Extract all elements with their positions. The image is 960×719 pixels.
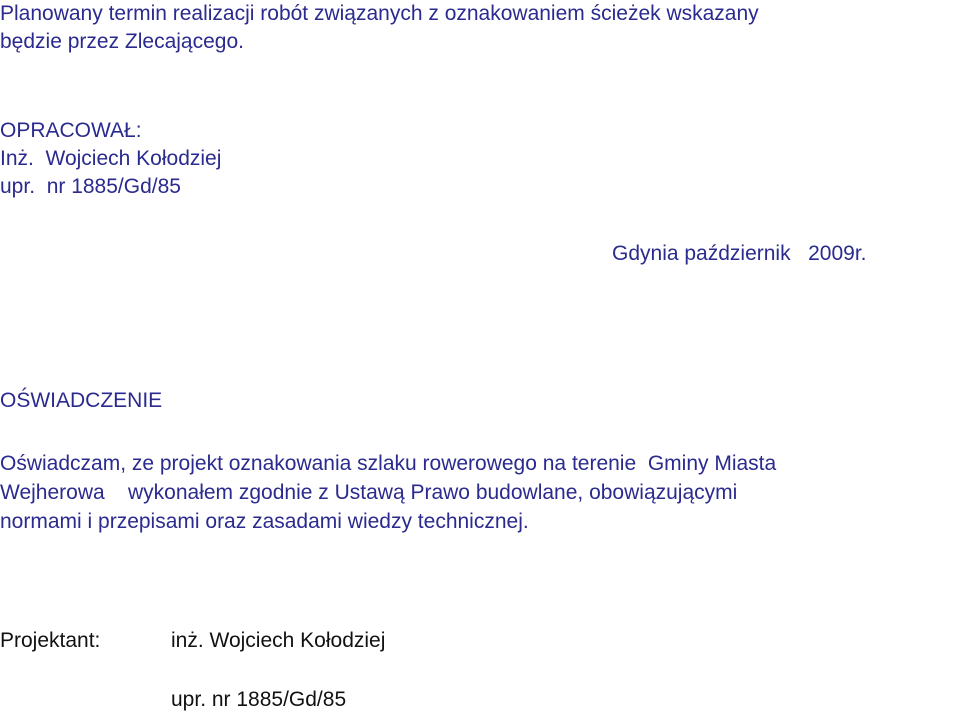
intro-line-2: będzie przez Zlecającego. bbox=[0, 30, 244, 53]
statement-line-1: Oświadczam, ze projekt oznakowania szlaku rowerowego na terenie Gminy Miasta bbox=[0, 452, 777, 475]
prepared-license: upr. nr 1885/Gd/85 bbox=[0, 175, 181, 198]
signature-label: Projektant: bbox=[0, 629, 101, 652]
statement-line-3: normami i przepisami oraz zasadami wiedzy technicznej. bbox=[0, 510, 529, 533]
place-date: Gdynia październik 2009r. bbox=[612, 242, 867, 265]
signature-license: upr. nr 1885/Gd/85 bbox=[171, 688, 347, 711]
intro-line-1: Planowany termin realizacji robót związanych z oznakowaniem ścieżek wskazany bbox=[0, 2, 759, 25]
prepared-name: Inż. Wojciech Kołodziej bbox=[0, 147, 222, 170]
statement-heading: OŚWIADCZENIE bbox=[0, 389, 163, 412]
signature-name: inż. Wojciech Kołodziej bbox=[171, 629, 386, 652]
statement-line-2: Wejherowa wykonałem zgodnie z Ustawą Prawo budowlane, obowiązującymi bbox=[0, 481, 738, 504]
prepared-heading: OPRACOWAŁ: bbox=[0, 119, 142, 142]
